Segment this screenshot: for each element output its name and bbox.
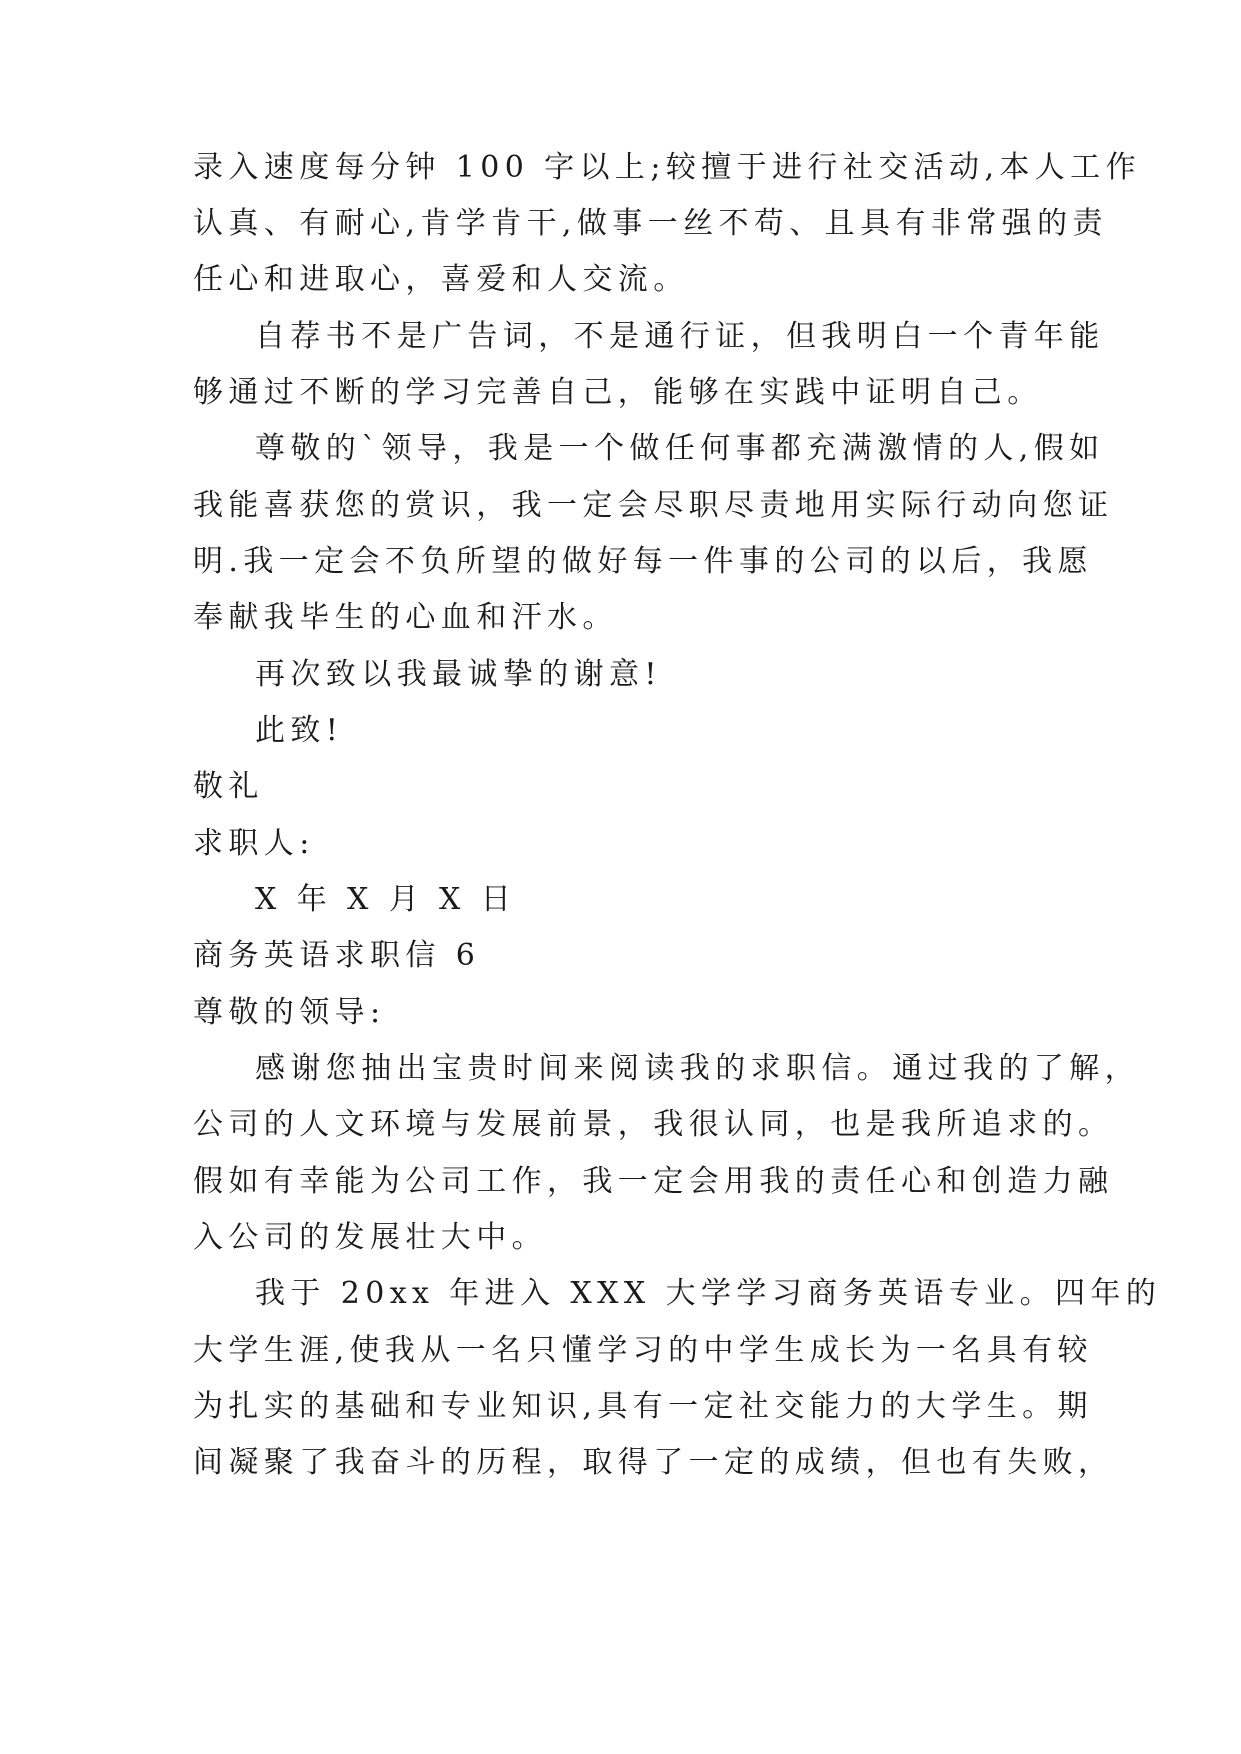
greeting: 尊敬的领导: [193, 995, 386, 1030]
text-line: 假如有幸能为公司工作，我一定会用我的责任心和创造力融 [193, 1164, 1114, 1199]
section-heading: 商务英语求职信 6 [193, 938, 481, 973]
paragraph-start: 尊敬的`领导，我是一个做任何事都充满激情的人,假如 [255, 431, 1105, 466]
closing-salutation: 此致! [255, 713, 344, 748]
paragraph-start: 感谢您抽出宝贵时间来阅读我的求职信。通过我的了解， [255, 1051, 1140, 1086]
signature-label: 求职人: [193, 826, 315, 861]
text-line: 够通过不断的学习完善自己，能够在实践中证明自己。 [193, 375, 1043, 410]
closing-regards: 敬礼 [193, 769, 264, 804]
text-line: 任心和进取心，喜爱和人交流。 [193, 262, 689, 297]
text-line: 奉献我毕生的心血和汗水。 [193, 600, 618, 635]
text-line: 间凝聚了我奋斗的历程，取得了一定的成绩，但也有失败， [193, 1445, 1114, 1480]
text-line: 为扎实的基础和专业知识,具有一定社交能力的大学生。期 [193, 1389, 1093, 1424]
text-line: 明.我一定会不负所望的做好每一件事的公司的以后，我愿 [193, 544, 1093, 579]
text-line: 录入速度每分钟 100 字以上;较擅于进行社交活动,本人工作 [193, 150, 1141, 185]
text-line: 我能喜获您的赏识，我一定会尽职尽责地用实际行动向您证 [193, 488, 1114, 523]
text-line: 公司的人文环境与发展前景，我很认同，也是我所追求的。 [193, 1107, 1114, 1142]
paragraph-start: 我于 20xx 年进入 XXX 大学学习商务英语专业。四年的 [255, 1276, 1162, 1311]
paragraph-start: 自荐书不是广告词，不是通行证，但我明白一个青年能 [255, 319, 1105, 354]
text-line: 入公司的发展壮大中。 [193, 1220, 547, 1255]
date-line: X 年 X 月 X 日 [255, 882, 517, 917]
text-line: 大学生涯,使我从一名只懂学习的中学生成长为一名具有较 [193, 1333, 1093, 1368]
paragraph-start: 再次致以我最诚挚的谢意! [255, 657, 662, 692]
text-line: 认真、有耐心,肯学肯干,做事一丝不苟、且具有非常强的责 [193, 206, 1108, 241]
